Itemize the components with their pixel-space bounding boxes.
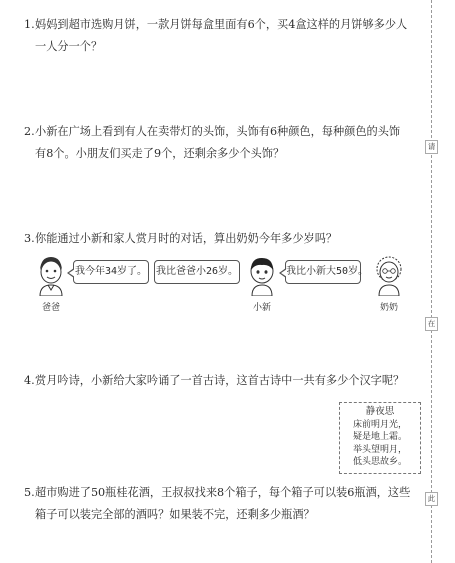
poem-line: 床前明月光，	[352, 419, 407, 430]
poem-line: 举头望明月，	[352, 444, 407, 455]
binding-label: 在	[425, 317, 438, 331]
question-text-continued: 箱子可以装完全部的酒吗？如果装不完，还剩多少瓶酒？	[35, 508, 315, 521]
grandma-speech-bubble: 我比小新大50岁。	[285, 260, 361, 284]
question-number: 5.	[24, 486, 35, 499]
question-number: 2.	[24, 125, 35, 138]
question-number: 1.	[24, 18, 35, 31]
question-text-continued: 有8个。小朋友们买走了9个，还剩余多少个头饰？	[35, 147, 285, 160]
question-text: 小新在广场上看到有人在卖带灯的头饰，头饰有6种颜色，每种颜色的头饰	[35, 125, 401, 138]
poem-line: 疑是地上霜。	[352, 432, 407, 442]
dad-name-label: 爸爸	[41, 303, 60, 313]
dad-illustration	[34, 254, 68, 296]
question-text: 赏月吟诗，小新给大家吟诵了一首古诗，这首古诗中一共有多少个汉字呢？	[35, 374, 405, 387]
binding-label: 请	[425, 140, 438, 154]
question-2	[24, 121, 422, 165]
question-4	[24, 370, 422, 392]
grandma-illustration	[372, 254, 406, 296]
xiaoxin-name-label: 小新	[252, 303, 271, 313]
poem-box	[339, 402, 421, 474]
question-text-continued: 一人分一个？	[35, 40, 103, 53]
xiaoxin-speech-bubble: 我比爸爸小26岁。	[154, 260, 240, 284]
binding-line	[431, 0, 433, 563]
question-number: 3.	[24, 232, 35, 245]
question-1	[24, 14, 422, 58]
poem-title: 静夜思	[365, 406, 395, 417]
binding-label: 此	[425, 492, 438, 506]
dad-speech-bubble: 我今年34岁了。	[73, 260, 149, 284]
question-3	[24, 228, 422, 250]
xiaoxin-illustration	[245, 254, 279, 296]
question-text: 超市购进了50瓶桂花酒，王叔叔找来8个箱子，每个箱子可以装6瓶酒，这些	[35, 486, 411, 499]
question-5	[24, 482, 422, 526]
question-number: 4.	[24, 374, 35, 387]
grandma-name-label: 奶奶	[379, 303, 398, 313]
question-text: 妈妈到超市选购月饼，一款月饼每盒里面有6个，买4盒这样的月饼够多少人	[35, 18, 408, 31]
question-text: 你能通过小新和家人赏月时的对话，算出奶奶今年多少岁吗？	[35, 232, 338, 245]
poem-line: 低头思故乡。	[352, 457, 407, 467]
